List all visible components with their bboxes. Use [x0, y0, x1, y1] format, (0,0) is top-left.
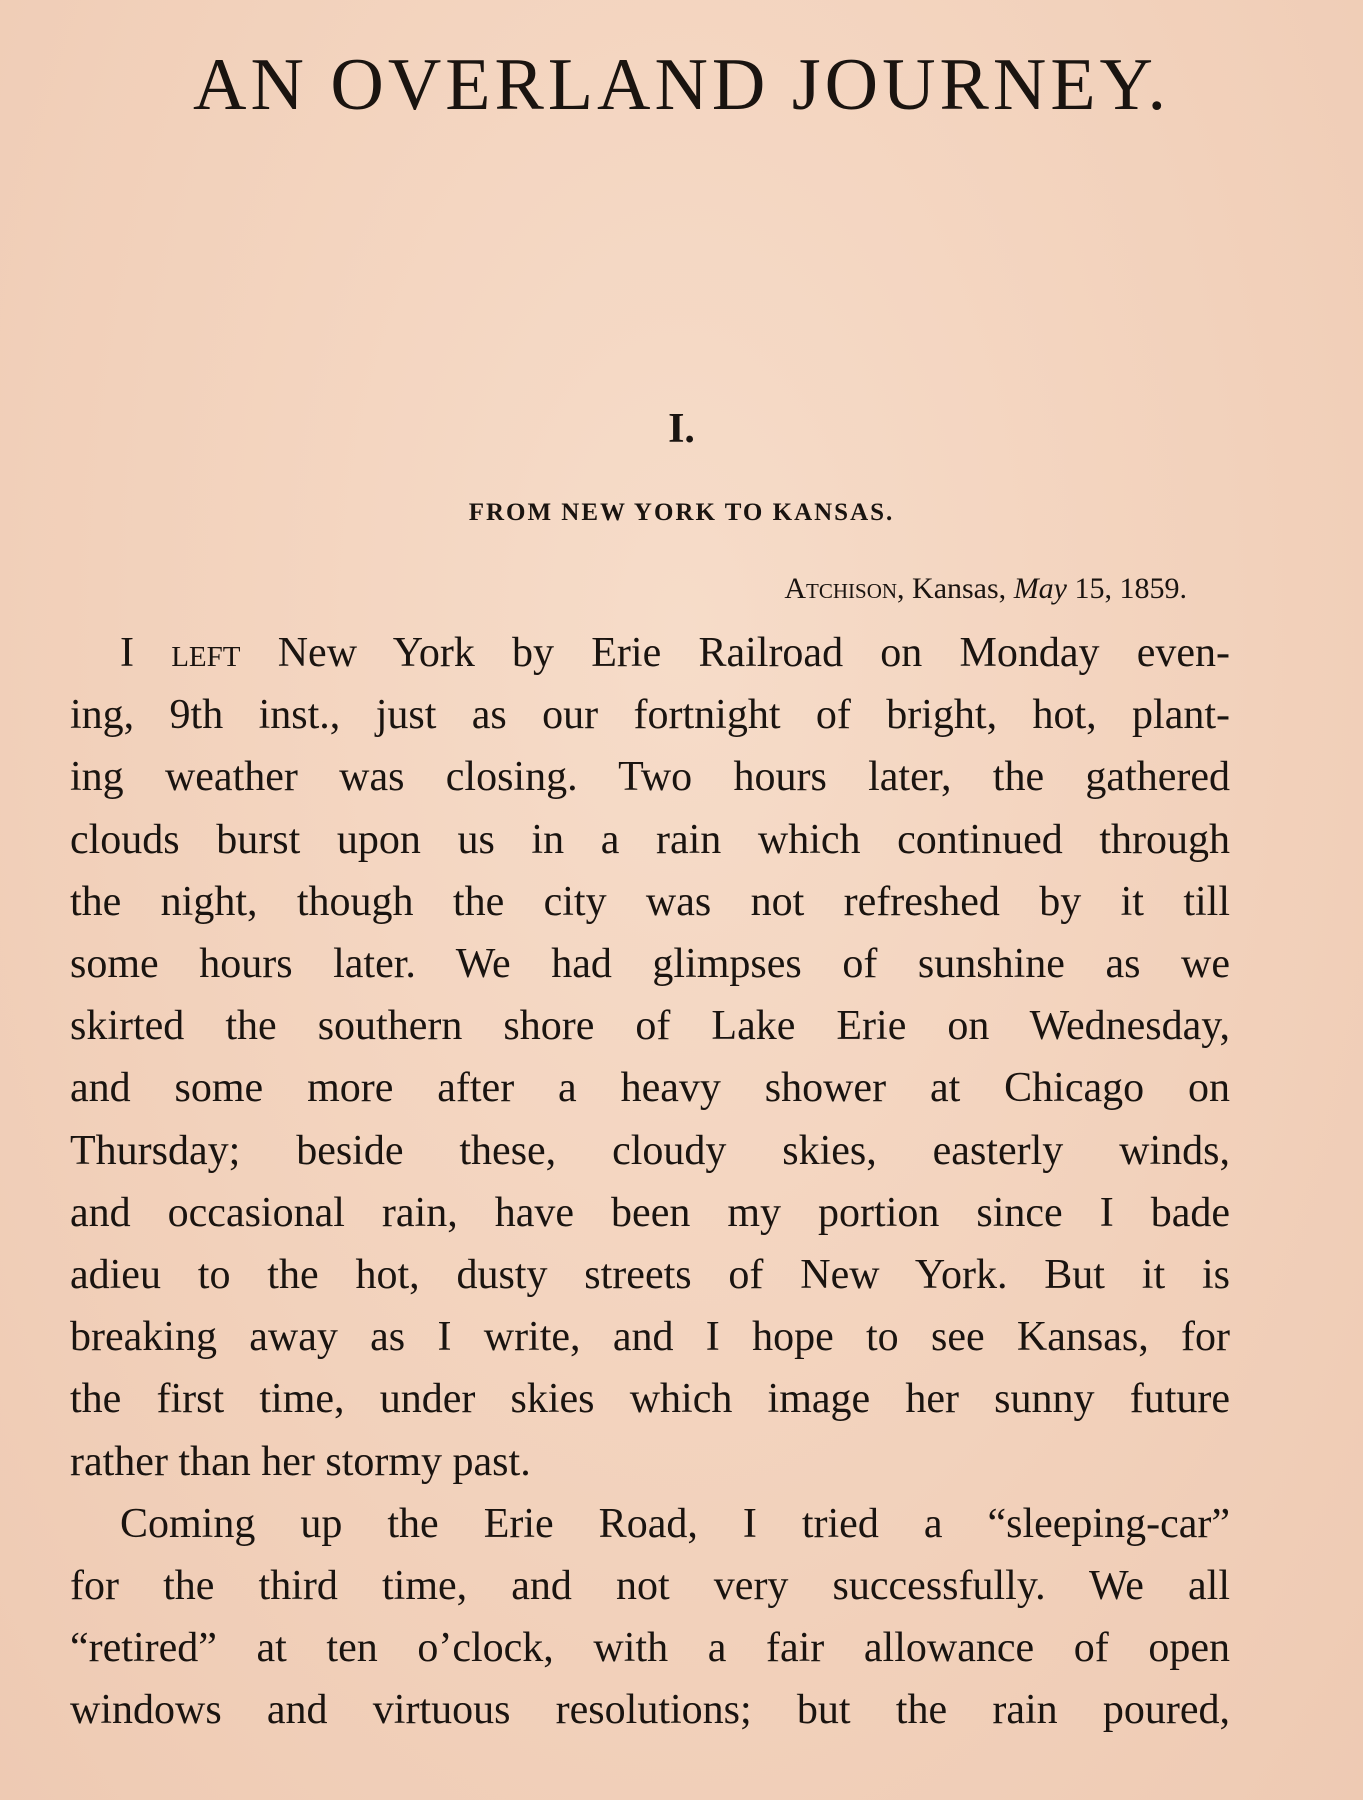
text-line: Thursday; beside these, cloudy skies, easterly winds,	[70, 1127, 1230, 1174]
text-line: for the third time, and not very successfully. We all	[70, 1563, 1230, 1610]
text-line: the first time, under skies which image her sunny future	[70, 1376, 1230, 1423]
text-line	[70, 622, 1230, 684]
text-line: clouds burst upon us in a rain which continued through	[70, 816, 1230, 863]
text-line: Coming up the Erie Road, I tried a “sleeping-car”	[120, 1500, 1230, 1547]
text-line: the night, though the city was not refreshed by it till	[70, 878, 1230, 925]
dateline-month: May	[1013, 572, 1067, 605]
text-line: ing weather was closing. Two hours later, the gathered	[70, 754, 1230, 801]
text-line: breaking away as I write, and I hope to see Kansas, for	[70, 1314, 1230, 1361]
text-line: and occasional rain, have been my portion since I bade	[70, 1189, 1230, 1236]
text-line-content: New York by Erie Railroad on Monday even-	[240, 630, 1231, 676]
text-line: rather than her stormy past.	[70, 1438, 531, 1485]
text-line: windows and virtuous resolutions; but the rain poured,	[70, 1687, 1230, 1734]
dateline-place: Atchison,	[784, 572, 905, 605]
text-line: and some more after a heavy shower at Chicago on	[70, 1065, 1230, 1112]
paragraph-2	[70, 1493, 1230, 1742]
text-line: adieu to the hot, dusty streets of New York. But it is	[70, 1252, 1230, 1299]
text-line: ing, 9th inst., just as our fortnight of bright, hot, plant-	[70, 692, 1230, 739]
chapter-title: FROM NEW YORK TO KANSAS.	[468, 499, 895, 526]
paragraph-1	[70, 622, 1230, 1493]
book-title: AN OVERLAND JOURNEY.	[193, 44, 1170, 126]
text-line: skirted the southern shore of Lake Erie on Wednesday,	[70, 1003, 1230, 1050]
dateline	[784, 574, 1187, 604]
chapter-number: I.	[668, 406, 695, 452]
dateline-day-year: 15, 1859.	[1074, 572, 1187, 605]
lead-word: I left	[120, 630, 241, 676]
dateline-state: Kansas,	[912, 572, 1007, 605]
text-line: “retired” at ten o’clock, with a fair allowance of open	[70, 1625, 1230, 1672]
text-line: some hours later. We had glimpses of sunshine as we	[70, 941, 1230, 988]
body-text	[70, 622, 1230, 1742]
